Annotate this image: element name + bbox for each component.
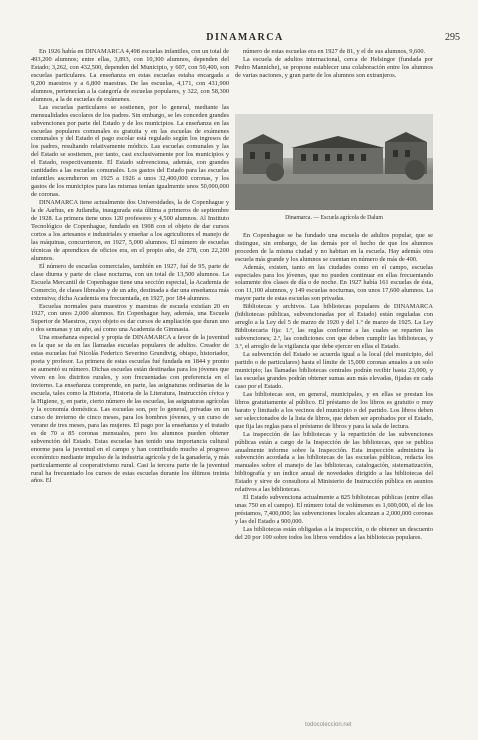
- paragraph: Una enseñanza especial y propia de DINAMARCA a favor de la juventud es la que se da en las llamadas escuelas populares de adultos. Creador de estas escuelas fué Nicolás Federico Severino Grundtvig, obispo, historiador, poeta y profesor. La primera de estas escuelas fué fundada en 1844 y pronto se aumentó su número. Dichas escuelas están destinadas para los jóvenes que viven en los distritos rurales, y son frecuentadas con preferencia en el invierno. La enseñanza comprende, en parte, las asignaturas ordinarias de la escuela, tales como la Historia, Historia de la Literatura, Instrucción cívica y la Higiene, y, en parte, cierto número de las escuelas, las asignaturas agrícolas y la economía doméstica. Las escuelas son, por lo general, privadas en un curso de invierno de cinco meses, para los hombres jóvenes, y un curso de verano de tres meses, para las mujeres. El pago por la enseñanza y el tratado es de 70 a 85 coronas mensuales, pero los alumnos pueden obtener subvención del Estado. Estas escuelas han tenido una importancia cultural enorme para la juventud en el campo y han contribuido mucho al progreso económico mediante impulso de la industria agrícola y de la ganadería, y más particularmente al cooperativismo rural. Casi la tercera parte de la juventud rural ha frecuentado los cursos de estas escuelas durante los últimos treinta años. El: [31, 334, 229, 485]
- page-header: [30, 32, 460, 46]
- paragraph: Bibliotecas y archivos. Las bibliotecas populares de DINAMARCA (bibliotecas públicas, subvencionadas por el Estado) están reguladas con arreglo a la Ley del 5 de marzo de 1920 y del 1.º de marzo de 1925. La Ley Bibliotecaria fija: 1.º, las reglas conforme a las cuales se reparten las subvenciones; 2.º, las condiciones con que deben cumplir las bibliotecas, y 3.º, el arreglo de la vigilancia que debe ejercer en ellas el Estado.: [235, 303, 433, 351]
- paragraph: Las bibliotecas son, en general, municipales, y en ellas se prestan los libros gratuitamente al público. El préstamo de los libros es gratuito o muy barato y limitado a los vecinos del municipio o del partido. Los libros deben ser seleccionados de la lista de libros, que deben ser aprobados por el Estado, que fija las reglas para el préstamo de libros y para la sala de lectura.: [235, 390, 433, 430]
- paragraph: El Estado subvenciona actualmente a 825 bibliotecas públicas (entre ellas unas 750 en el campo). El número total de volúmenes es 1,600,000, el de los préstamos, 7,400,000; las subvenciones locales alcanzan a 2,000,000 coronas y las del Estado a 900,000.: [235, 494, 433, 526]
- paragraph: El número de escuelas comerciales, también en 1927, fué de 95, parte de clase diurna y parte de clase nocturna, con un total de 13,500 alumnos. La Escuela Mercantil de Copenhague tiene una sección especial, la Academia de Comercio, de clases libreales y de un año, destinada a dar una enseñanza más extensiva; dicha Academia era frecuentada, en 1927, por 184 alumnos.: [31, 262, 229, 302]
- paragraph: Además, existen, tanto en las ciudades como en el campo, escuelas especiales para los jóvenes, que no pueden continuar en ellas frecuentando solamente dos clases de día o de noche. En 1927 había 161 escuelas de ésta, con 11,100 alumnos, y 149 escuelas nocturnas, con unos 17,600 alumnos. La mayor parte de estas escuelas son privadas.: [235, 263, 433, 303]
- watermark: todocoleccion.net: [305, 722, 352, 728]
- paragraph: número de estas escuelas era en 1927 de 81, y el de sus alumnos, 9,600.: [243, 48, 426, 55]
- right-column: [235, 48, 433, 542]
- paragraph: En 1926 había en DINAMARCA 4,498 escuelas infantiles, con un total de 493,200 alumnos; entre ellas, 3,893, con 10,300 alumnos, dependen del Estado; 3,262, con 432,500, dependen del Municipio, y 607, con 50,400, son escuelas particulares. La enseñanza en estas escuelas estaba encargada a 9,200 maestros y a 6,800 maestras. De las escuelas, 4,171, con 431,900 alumnos, pertenecían a la categoría de escuelas populares, y 322, con 58,300 alumnos, a la de escuelas de exámenes.: [31, 48, 229, 103]
- school-photo: [235, 114, 433, 210]
- paragraph: La subvención del Estado se acuerda igual a la local (del municipio, del partido o de particulares) hasta el límite de 15,000 coronas anuales a un solo municipio; las llamadas bibliotecas centrales podrán recibir hasta 23,000, y las escuelas grandes podrán obtener sumas aun más elevadas, fijadas en cada caso por el Estado.: [235, 351, 433, 390]
- paragraph: Las bibliotecas están obligadas a la inspección, o de obtener un descuento del 20 por 100 sobre todos los libros vendidos a las bibliotecas populares.: [235, 526, 433, 541]
- paragraph: Escuelas normales para maestros y maestras de escuela existían 20 en 1927, con unos 2,000 alumnos. En Copenhague hay, además, una Escuela Superior de Maestros, cuyo objeto es dar cursos de ampliación que duran uno o dos semanas y un año, así como una Academia de Gimnasia.: [31, 302, 229, 334]
- paragraph: En Copenhague se ha fundado una escuela de adultos popular, que se distingue, sin embargo, de las demás por el hecho de que los alumnos proceden de la misma ciudad y no habitan en la escuela. Hay además otra escuela más grande y los alumnos se cuentan en número de más de 400.: [235, 231, 433, 263]
- paragraph: DINAMARCA tiene actualmente dos Universidades, la de Copenhague y la de Aarhus, en Jutlandia, inaugurada esta última a primeros de septiembre de 1928. La primera tiene unos 120 profesores y 4,500 alumnos. Al Instituto Tecnológico de Copenhague, fundado en 1908 con el objeto de dar cursos cortos a los artesanos e industriales y enseñar a los agricultores el manejo de las máquinas, concurrieron, en 1927, 5,000 alumnos. El número de escuelas técnicas de aprendices de oficios era, en el propio año, de 278, con 22,200 alumnos.: [31, 199, 229, 262]
- page-number: 295: [445, 32, 460, 43]
- photo-caption: Dinamarca. — Escuela agrícola de Dalum: [285, 214, 383, 221]
- paragraph: La escuela de adultos internacional, cerca de Helsingor (fundada por Pedro Manniche), se propone establecer una colaboración entre los alumnos de varias naciones, y gran parte de los alumnos son extranjeros.: [235, 55, 433, 79]
- paragraph: Las escuelas particulares se sostienen, por lo general, mediante las mensualidades escolares de los padres. Sin embargo, se les conceden grandes subvenciones por parte del Estado y de los municipios. La enseñanza en las escuelas populares comunales es gratuita y en las escuelas de exámenes comunales y del Estado el pago escolar está regulado según los ingresos de los padres, resultando relativamente módico. Las escuelas comunales y las del Estado se sostienen, por tanto, casi exclusivamente por los municipios y el Estado, respectivamente. El Estado subvenciona, además, con grandes cantidades a las escuelas comunales. Los gastos del Estado para las escuelas infantiles ascendieron en 1925 a 1926 a unos 32,400,000 coronas, y los gastos de los municipios para las mismas tenían igualmente unos 50,000,000 de coronas.: [31, 103, 229, 199]
- paragraph: La inspección de las bibliotecas y la repartición de las subvenciones públicas están a cargo de la Inspección de las bibliotecas, que se publica anualmente informe sobre la Inspección. Esta inspección administra la subvención acordada a las bibliotecas de las escuelas públicas, redacta los manuales sobre el manejo de las bibliotecas, catalogación, sistematización, bibliografía y un índice anual de novedades dirigido a las bibliotecas del Estado y sirve de consultora al Ministerio de Instrucción pública en asuntos relativos a las bibliotecas.: [235, 430, 433, 494]
- left-column: [31, 48, 229, 485]
- page-title: DINAMARCA: [206, 32, 284, 43]
